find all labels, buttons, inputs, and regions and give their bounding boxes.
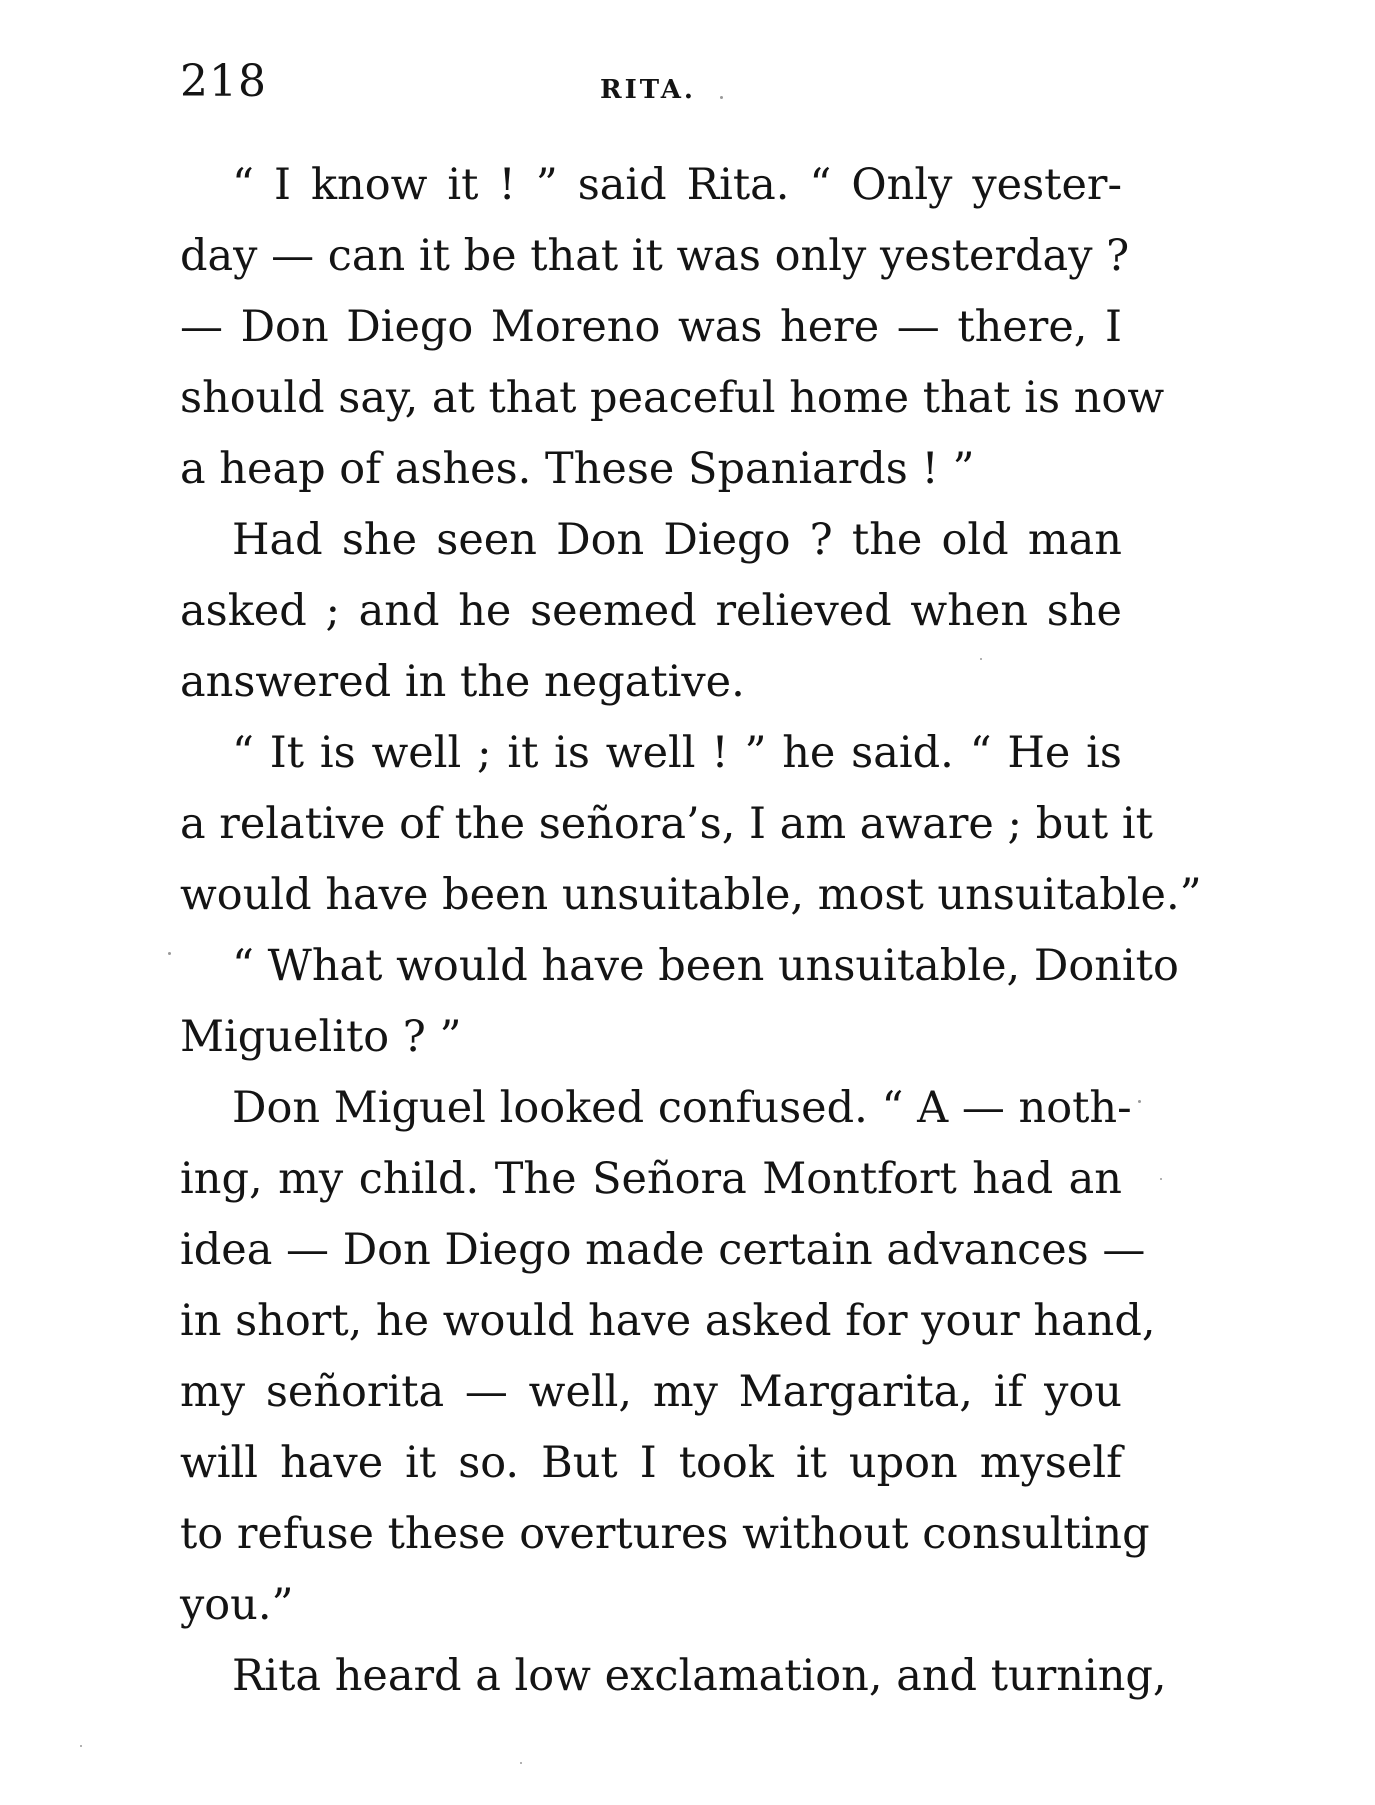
scan-speck: [168, 952, 171, 955]
text-line: would have been unsuitable, most unsuitable.”: [180, 870, 1202, 920]
text-line: Miguelito ? ”: [180, 1012, 462, 1062]
text-line: day — can it be that it was only yesterday ?: [180, 231, 1130, 281]
text-line: a heap of ashes. These Spaniards ! ”: [180, 444, 975, 494]
running-title: RITA.: [600, 75, 696, 105]
scan-speck: [520, 1762, 522, 1764]
text-line: in short, he would have asked for your hand,: [180, 1296, 1156, 1346]
text-line: asked ; and he seemed relieved when she: [180, 586, 1122, 636]
scan-speck: [1138, 1100, 1141, 1103]
text-line: “ What would have been unsuitable, Donito: [232, 941, 1179, 991]
text-line: Don Miguel looked confused. “ A — noth-: [232, 1083, 1132, 1133]
text-line: — Don Diego Moreno was here — there, I: [180, 302, 1122, 352]
scan-speck: [980, 658, 982, 660]
page-number: 218: [180, 56, 267, 107]
body-text: [180, 150, 1202, 1712]
text-line: ing, my child. The Señora Montfort had an: [180, 1154, 1122, 1204]
text-line: you.”: [180, 1580, 294, 1630]
text-line: my señorita — well, my Margarita, if you: [180, 1367, 1122, 1417]
text-line: should say, at that peaceful home that is now: [180, 373, 1165, 423]
scan-speck: [80, 1745, 82, 1747]
text-line: will have it so. But I took it upon myself: [180, 1438, 1122, 1488]
scan-speck: [720, 96, 723, 99]
text-line: to refuse these overtures without consulting: [180, 1509, 1150, 1559]
text-line: a relative of the señora’s, I am aware ; but it: [180, 799, 1153, 849]
text-line: “ I know it ! ” said Rita. “ Only yester-: [232, 160, 1122, 210]
text-line: idea — Don Diego made certain advances —: [180, 1225, 1146, 1275]
running-head: [180, 52, 1120, 112]
text-line: “ It is well ; it is well ! ” he said. “ He is: [232, 728, 1122, 778]
text-line: Had she seen Don Diego ? the old man: [232, 515, 1122, 565]
text-line: answered in the negative.: [180, 657, 745, 707]
text-line: Rita heard a low exclamation, and turning,: [232, 1651, 1167, 1701]
scan-speck: [1160, 1178, 1162, 1180]
